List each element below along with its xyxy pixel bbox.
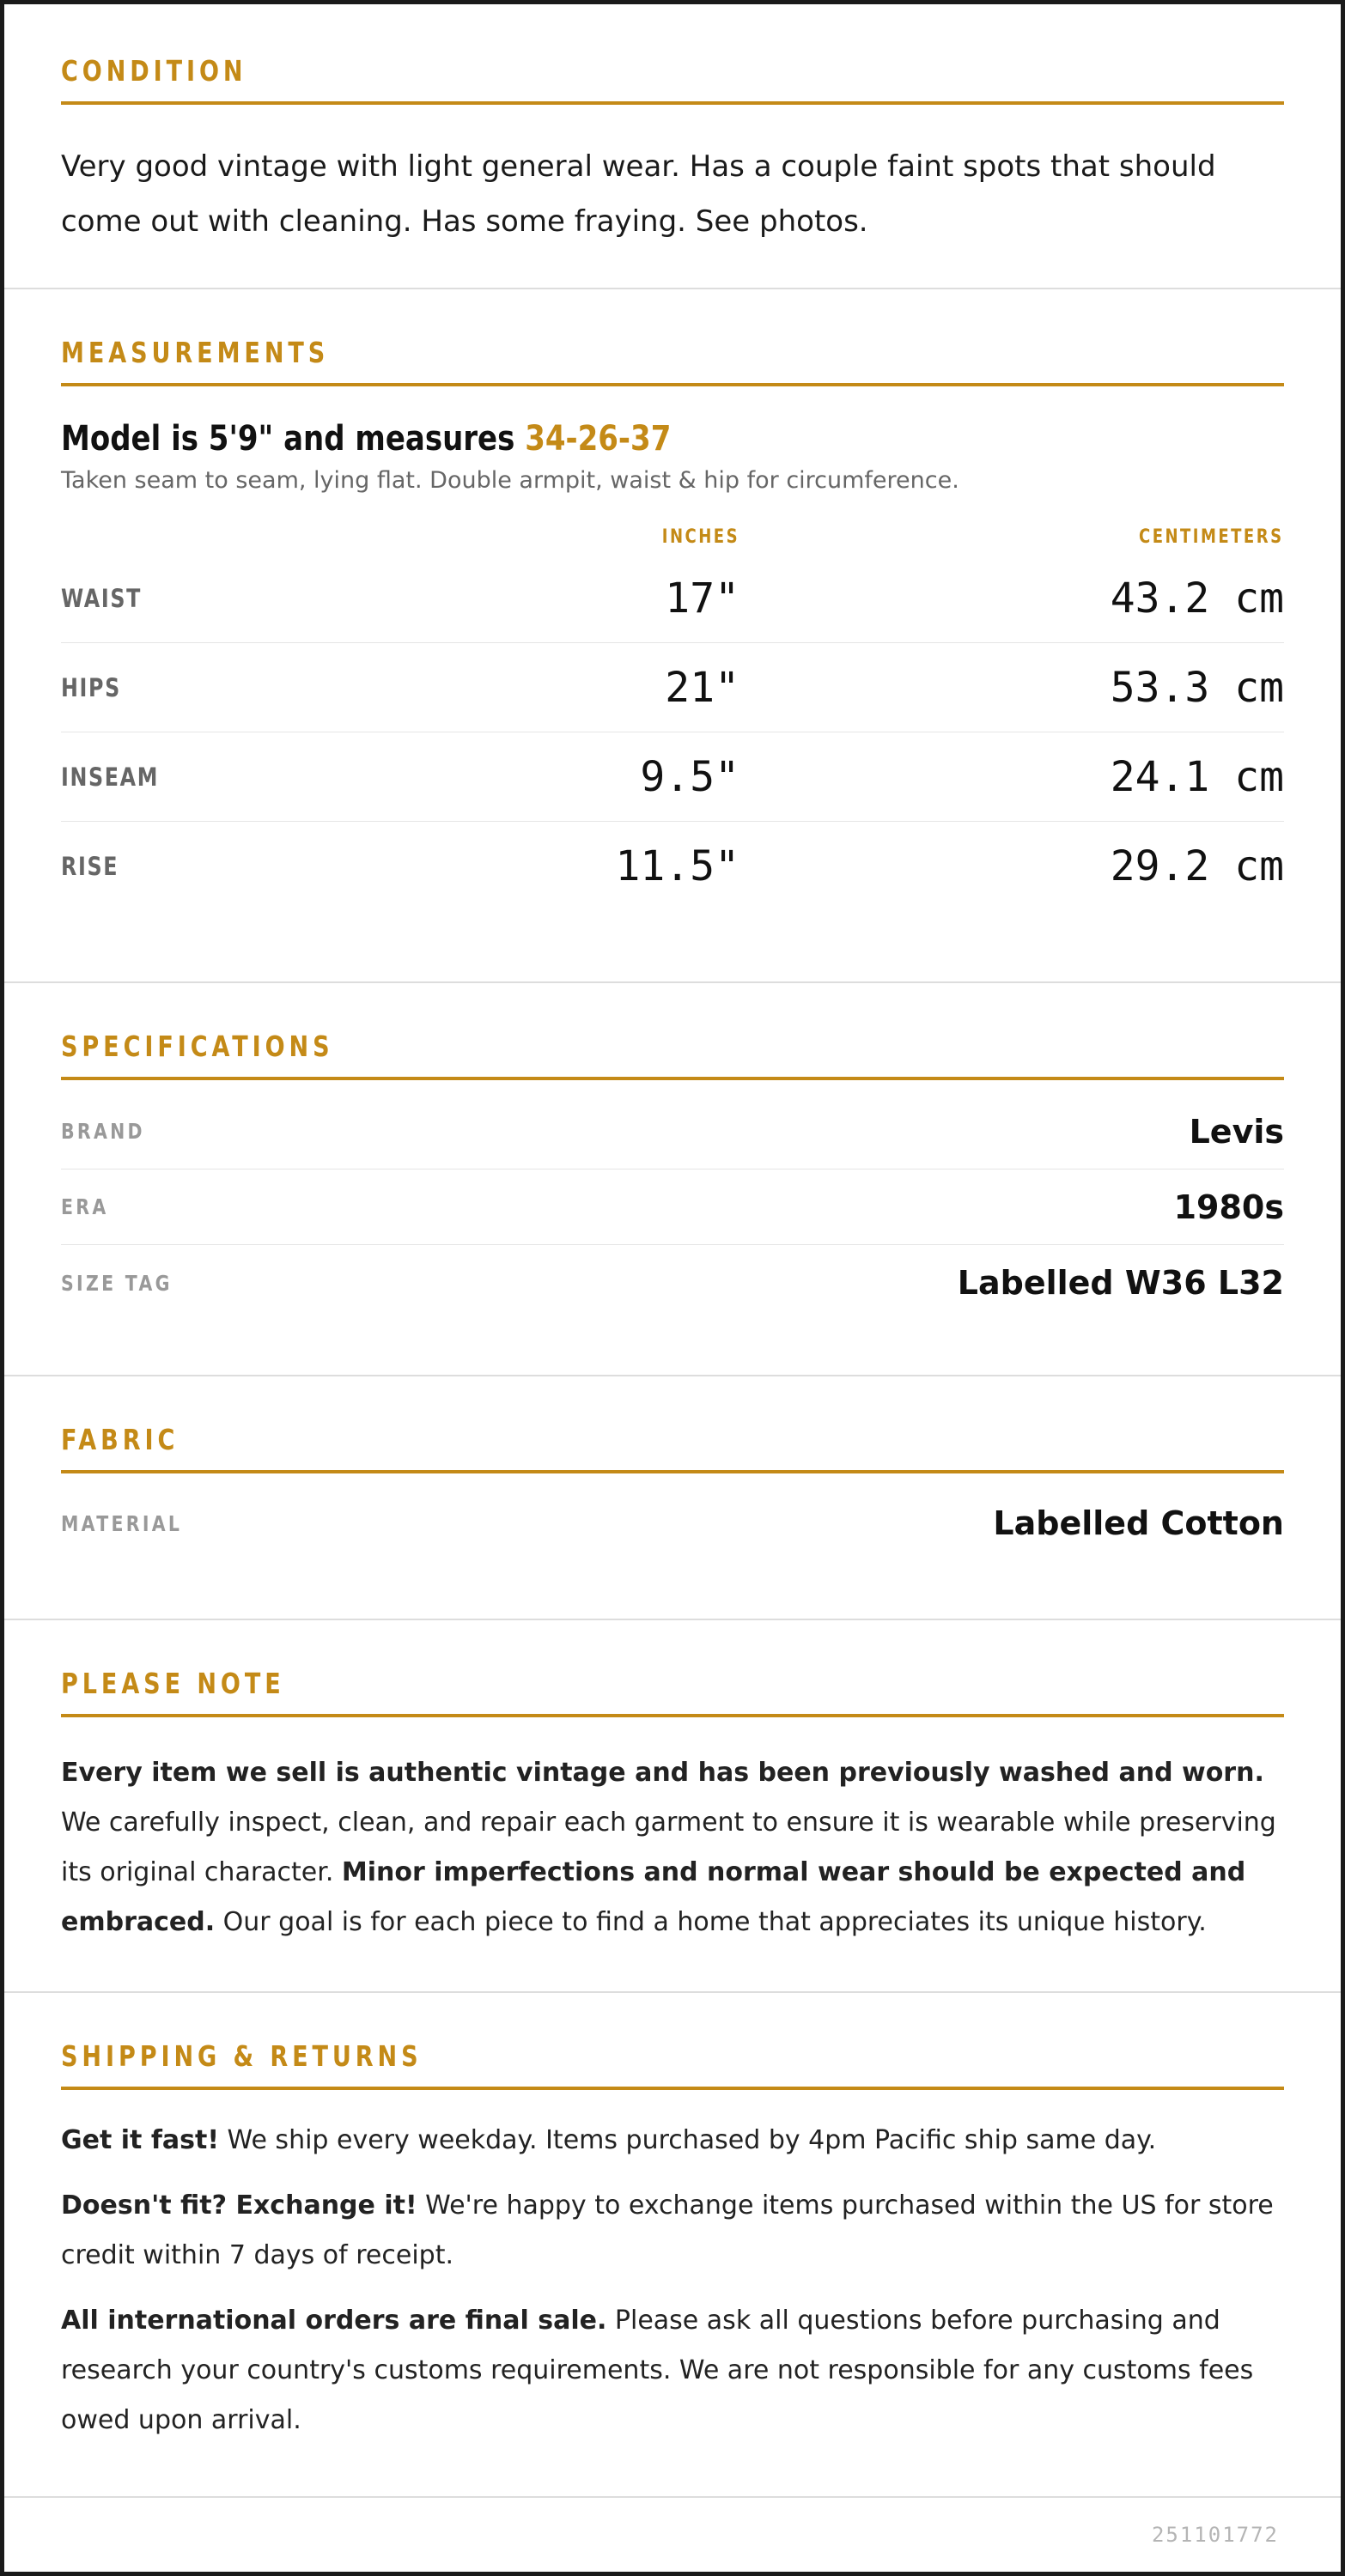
- spec-row: [61, 1170, 1284, 1245]
- model-prefix: Model is 5'9" and measures: [61, 419, 526, 459]
- measurement-cm: 29.2 cm: [1110, 842, 1284, 890]
- condition-heading: CONDITION: [61, 54, 247, 88]
- specifications-section: [4, 983, 1341, 1376]
- spec-label: ERA: [61, 1194, 109, 1219]
- specifications-heading: SPECIFICATIONS: [61, 1030, 334, 1063]
- please-note-bold-1: Every item we sell is authentic vintage and has been previously washed and worn.: [61, 1758, 1264, 1788]
- fabric-row: [61, 1485, 1284, 1561]
- shipping-section: [4, 1993, 1341, 2498]
- model-measures-line: [61, 419, 671, 459]
- condition-section: [4, 4, 1341, 289]
- fabric-label: MATERIAL: [61, 1510, 183, 1536]
- measurement-label: RISE: [61, 852, 119, 881]
- centimeters-column-header: CENTIMETERS: [1139, 526, 1284, 548]
- measurement-row: [61, 822, 1284, 911]
- measurement-inches: 21": [665, 663, 739, 712]
- measurements-section: [4, 289, 1341, 983]
- shipping-heading: SHIPPING & RETURNS: [61, 2039, 423, 2073]
- fabric-heading-wrap: [61, 1423, 1284, 1473]
- shipping-fast-text: We ship every weekday. Items purchased by 4pm Pacific ship same day.: [219, 2125, 1157, 2155]
- measurements-caption: Taken seam to seam, lying flat. Double armpit, waist & hip for circumference.: [61, 467, 959, 494]
- please-note-text-1: We carefully inspect, clean, and repair each garment to ensure it is wearable while preserving its original character.: [61, 1807, 1276, 1887]
- spec-row: [61, 1094, 1284, 1170]
- shipping-paragraph-international: [61, 2296, 1284, 2445]
- shipping-fast-bold: Get it fast!: [61, 2125, 219, 2155]
- measurement-cm: 53.3 cm: [1110, 663, 1284, 712]
- measurement-row: [61, 643, 1284, 732]
- spec-label: SIZE TAG: [61, 1270, 173, 1296]
- measurement-row: [61, 732, 1284, 822]
- measurement-label: HIPS: [61, 672, 121, 702]
- inches-column-header: INCHES: [661, 526, 739, 548]
- specifications-heading-wrap: [61, 1030, 1284, 1080]
- shipping-paragraph-fast: [61, 2116, 1284, 2166]
- shipping-paragraph-exchange: [61, 2181, 1284, 2281]
- fabric-heading: FABRIC: [61, 1423, 180, 1456]
- condition-text: Very good vintage with light general wear. Has a couple faint spots that should come out with cleaning. Has some fraying. See photos.: [61, 149, 1216, 239]
- please-note-text-2: Our goal is for each piece to find a home that appreciates its unique history.: [215, 1907, 1207, 1937]
- measurements-table-header: [61, 519, 1284, 554]
- measurement-cm: 24.1 cm: [1110, 752, 1284, 801]
- please-note-bold-2: Minor imperfections and normal wear should be expected and embraced.: [61, 1857, 1246, 1937]
- footer: [4, 2498, 1341, 2572]
- shipping-heading-wrap: [61, 2039, 1284, 2090]
- spec-row: [61, 1245, 1284, 1321]
- please-note-heading: PLEASE NOTE: [61, 1667, 285, 1700]
- measurements-heading: MEASUREMENTS: [61, 336, 330, 369]
- shipping-international-text: Please ask all questions before purchasing and research your country's customs requirements. We are not responsible for any customs fees owed upon arrival.: [61, 2306, 1254, 2435]
- model-measures-value: 34-26-37: [525, 419, 672, 459]
- measurement-cm: 43.2 cm: [1110, 574, 1284, 623]
- fabric-section: [4, 1376, 1341, 1620]
- fabric-list: [61, 1485, 1284, 1561]
- measurement-inches: 17": [665, 574, 739, 623]
- measurement-row: [61, 554, 1284, 643]
- measurement-label: INSEAM: [61, 762, 160, 792]
- please-note-section: [4, 1620, 1341, 1993]
- spec-value: Levis: [1189, 1112, 1284, 1151]
- measurement-inches: 11.5": [615, 842, 739, 890]
- measurements-heading-wrap: [61, 336, 1284, 386]
- spec-label: BRAND: [61, 1119, 145, 1144]
- specifications-list: [61, 1094, 1284, 1321]
- measurements-table: [61, 519, 1284, 911]
- shipping-international-bold: All international orders are final sale.: [61, 2306, 607, 2336]
- measurement-inches: 9.5": [640, 752, 739, 801]
- shipping-exchange-text: We're happy to exchange items purchased within the US for store credit within 7 days of receipt.: [61, 2190, 1274, 2270]
- fabric-value: Labelled Cotton: [993, 1504, 1284, 1542]
- spec-value: Labelled W36 L32: [957, 1264, 1284, 1302]
- spec-value: 1980s: [1173, 1188, 1284, 1226]
- please-note-text: [61, 1748, 1284, 1947]
- shipping-exchange-bold: Doesn't fit? Exchange it!: [61, 2190, 417, 2221]
- please-note-heading-wrap: [61, 1667, 1284, 1717]
- footer-item-code: 251101772: [1151, 2523, 1279, 2547]
- measurement-label: WAIST: [61, 583, 142, 613]
- condition-heading-wrap: [61, 54, 1284, 105]
